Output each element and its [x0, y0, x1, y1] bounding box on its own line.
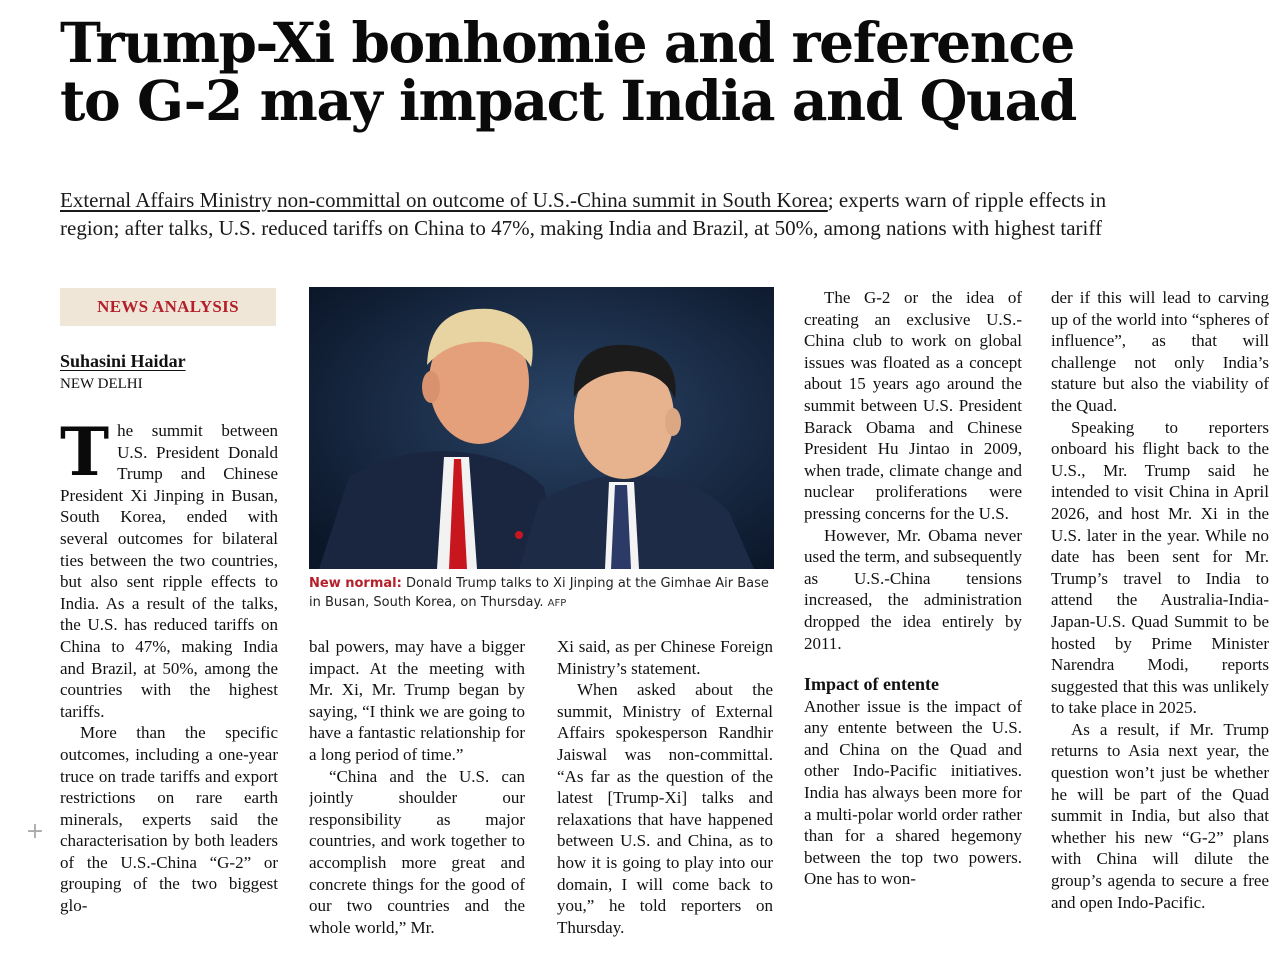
column-4-paragraph-1: The G-2 or the idea of creating an exclusive U.S.-China club to work on global issues was floated as a concept about 15 years ago around the summit between U.S. President Barack Obama and Chinese President Hu Jintao in 2009, when trade, climate change and nuclear proliferations were pressing concerns for the U.S. — [804, 288, 1022, 523]
column-1-paragraph-2: More than the specific outcomes, including a one-year truce on trade tariffs and export restrictions on rare earth minerals, experts said the characterisation by both leaders of the U.S.-China “G-2” or grouping of the two biggest glo- — [60, 723, 278, 916]
photo-illustration — [309, 287, 774, 569]
headline — [60, 10, 1260, 133]
column-4-paragraph-3: Another issue is the impact of any entente between the U.S. and China on the Quad and other Indo-Pacific initiatives. India has always been more for a multi-polar world order rather than for a shared hegemony between the top two powers. One has to won- — [804, 696, 1022, 889]
deck-line-1 — [60, 186, 1260, 214]
subhead-impact-of-entente: Impact of entente — [804, 674, 939, 695]
column-3-paragraph-2: When asked about the summit, Ministry of External Affairs spokesperson Randhir Jaiswal was non-committal. “As far as the question of the latest [Trump-Xi] talks and relaxations that have happened between U.S. and China, as to how it is going to play into our domain, I will come back to you,” he told reporters on Thursday. — [557, 680, 773, 937]
photo-credit: AFP — [547, 598, 567, 609]
column-1-paragraph-1: The summit between U.S. President Donald Trump and Chinese President Xi Jinping in Busan, South Korea, ended with several outcomes for bilateral ties between the two countries, but also sent ripple effects to India. As a result of the talks, the U.S. has reduced tariffs on China to 47%, making India and Brazil, at 50%, among the countries with the highest tariffs. — [60, 420, 278, 721]
column-5-paragraph-3: As a result, if Mr. Trump returns to Asia next year, the question won’t just be whether he will be part of the Quad summit in India, but also that whether his new “G-2” plans with China will dilute the group’s agenda to secure a free and open Indo-Pacific. — [1051, 719, 1269, 912]
column-5 — [1051, 287, 1269, 965]
drop-cap: T — [60, 420, 110, 491]
crosshair-icon: + — [25, 819, 45, 844]
column-1 — [60, 420, 278, 965]
caption-text: Donald Trump talks to Xi Jinping at the Gimhae Air Base in Busan, South Korea, on Thursday. — [309, 576, 769, 610]
column-4 — [804, 287, 1022, 965]
byline[interactable]: Suhasini Haidar — [60, 351, 186, 371]
column-5-paragraph-2: Speaking to reporters onboard his flight back to the U.S., Mr. Trump said he intended to visit China in April 2026, and host Mr. Xi in the U.S. later in the year. While no date has been sent for Mr. Trump’s travel to India to attend the Australia-India-Japan-U.S. Quad Summit to be hosted by Prime Minister Narendra Modi, reports suggested that this was unlikely to take place in 2025. — [1051, 417, 1269, 718]
column-2-paragraph-1: bal powers, may have a bigger impact. At the meeting with Mr. Xi, Mr. Trump began by saying, “I think we are going to have a fantastic relationship for a long period of time.” — [309, 637, 525, 764]
deck — [60, 186, 1260, 242]
news-analysis-kicker: NEWS ANALYSIS — [60, 288, 276, 326]
dateline: NEW DELHI — [60, 376, 143, 392]
column-3-paragraph-1: Xi said, as per Chinese Foreign Ministry’s statement. — [557, 637, 773, 678]
column-3 — [557, 636, 773, 965]
photo-caption — [309, 574, 774, 613]
caption-lead: New normal: — [309, 576, 402, 591]
deck-rest: ; experts warn of ripple effects in — [827, 188, 1107, 212]
news-photo — [309, 287, 774, 569]
column-2 — [309, 636, 525, 965]
column-2-paragraph-2: “China and the U.S. can jointly shoulder our responsibility as major countries, and work together to accomplish more great and concrete things for the good of our two countries and the whole world,” Mr. — [309, 766, 525, 937]
column-4-paragraph-2: However, Mr. Obama never used the term, and subsequently as U.S.-China tensions increased, the administration dropped the idea entirely by 2011. — [804, 525, 1022, 653]
headline-line-1: Trump-Xi bonhomie and reference — [60, 10, 1075, 75]
deck-line-2: region; after talks, U.S. reduced tariffs on China to 47%, making India and Brazil, at 50%, among nations with highest tariff — [60, 216, 1102, 240]
column-5-paragraph-1: der if this will lead to carving up of the world into “spheres of influence”, as that will challenge not only India’s stature but also the viability of the Quad. — [1051, 288, 1269, 415]
headline-line-2: to G-2 may impact India and Quad — [60, 68, 1076, 133]
deck-link[interactable]: External Affairs Ministry non-committal on outcome of U.S.-China summit in South Korea — [60, 188, 828, 212]
